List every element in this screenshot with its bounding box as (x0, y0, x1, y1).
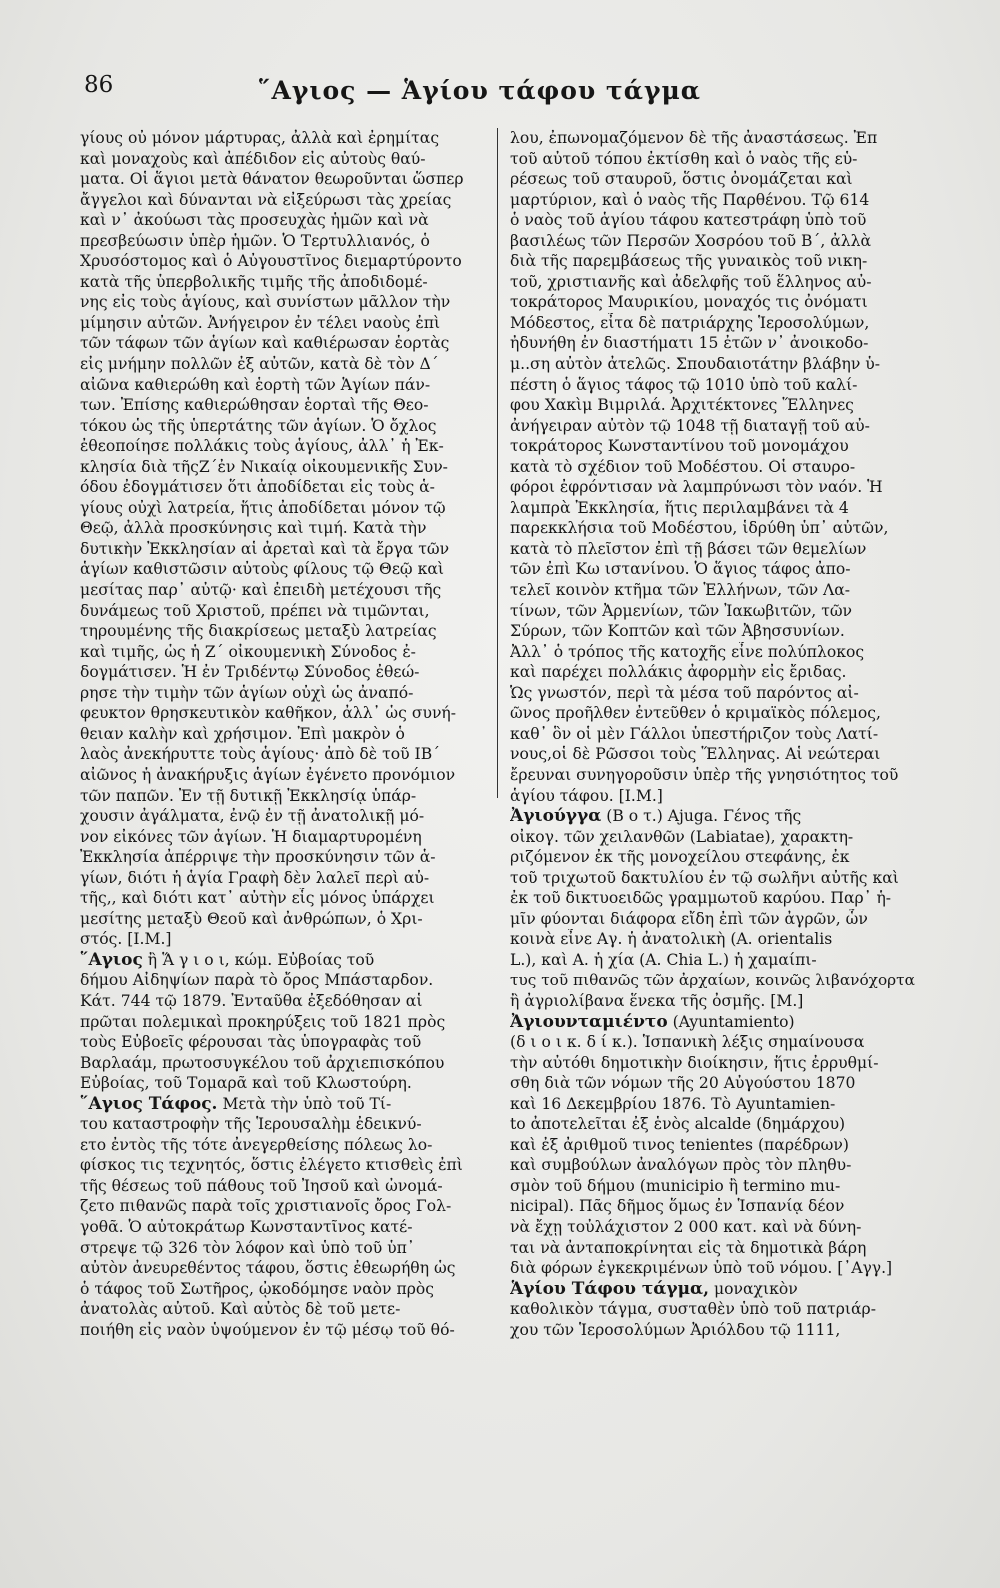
line-text: ρησε τὴν τιμὴν τῶν ἁγίων οὐχὶ ὡς ἀναπό- (80, 683, 414, 702)
line-text: Κάτ. 744 τῷ 1879. Ἐνταῦθα ἐξεδόθησαν αἱ (80, 991, 423, 1010)
text-line (80, 1053, 485, 1074)
line-text: (δ ι ο ι κ. δ ί κ.). Ἱσπανικὴ λέξις σημαίνουσα (510, 1033, 865, 1052)
line-text: γοθᾶ. Ὁ αὐτοκράτωρ Κωνσταντῖνος κατέ- (80, 1217, 413, 1236)
line-text: φόροι ἐφρόντισαν νὰ λαμπρύνωσι τὸν ναόν. Ἡ (510, 478, 883, 497)
line-text: ἄγγελοι καὶ δύνανται νὰ εἰξεύρωσι τὰς χρείας (80, 190, 452, 209)
text-line (80, 888, 485, 909)
line-text: ὁ τάφος τοῦ Σωτῆρος, ᾠκοδόμησε ναὸν πρὸς (80, 1279, 435, 1298)
line-text: καὶ συμβούλων ἀναλόγων πρὸς τὸν πληθυ- (510, 1156, 852, 1175)
line-text: λαμπρὰ Ἐκκλησία, ἥτις περιλαμβάνει τὰ 4 (510, 498, 849, 517)
line-text: δογμάτισεν. Ἡ ἐν Τριδέντῳ Σύνοδος ἐθεώ- (80, 663, 420, 682)
line-text: λαὸς ἀνεκήρυττε τοὺς ἁγίους· ἀπὸ δὲ τοῦ ΙΒ´ (80, 745, 440, 764)
line-text: μεσίτας παρ᾿ αὐτῷ· καὶ ἐπειδὴ μετέχουσι τῆς (80, 581, 442, 600)
line-text: κοινὰ εἶνε Αγ. ἡ ἀνατολικὴ (A. orientalis (510, 930, 833, 949)
line-text: τῶν ἐπὶ Κω ιστανίνου. Ὁ ἅγιος τάφος ἀπο- (510, 560, 851, 579)
text-line (80, 1279, 485, 1300)
line-text: Ἀλλ᾿ ὁ τρόπος τῆς κατοχῆς εἶνε πολύπλοκος (510, 642, 865, 661)
text-line (510, 210, 918, 231)
text-line (80, 662, 485, 683)
line-text: καὶ τιμῆς, ὡς ἡ Ζ´ οἰκουμενικὴ Σύνοδος ἐ- (80, 642, 416, 661)
text-line (510, 292, 918, 313)
text-line (80, 929, 485, 950)
line-text: ἁγίου τάφου. [Ι.Μ.] (510, 786, 663, 805)
text-line (510, 498, 918, 519)
text-line (80, 1258, 485, 1279)
text-line (510, 251, 918, 272)
text-line (80, 231, 485, 252)
line-text: καὶ 16 Δεκεμβρίου 1876. Τὸ Ayuntamien- (510, 1094, 836, 1113)
line-text: χουσιν ἀγάλματα, ἐνῷ ἐν τῇ ἀνατολικῇ μό- (80, 807, 425, 826)
text-line (510, 991, 918, 1012)
text-line (510, 1012, 918, 1033)
text-line (510, 416, 918, 437)
entry-headword: Ἀγιούγγα (510, 806, 602, 827)
text-line (510, 724, 918, 745)
line-text: καὶ ἐξ ἀριθμοῦ τινος tenientes (παρέδρων) (510, 1135, 849, 1154)
entry-headword: Ἀγιουνταμιέντο (510, 1011, 668, 1032)
text-line (80, 539, 485, 560)
text-line (80, 1238, 485, 1259)
line-text: κατὰ τὸ σχέδιον τοῦ Μοδέστου. Οἱ σταυρο- (510, 457, 856, 476)
line-text: νης εἰς τοὺς ἁγίους, καὶ συνίστων μᾶλλον τὴν (80, 293, 451, 312)
line-text: παρεκκλήσια τοῦ Μοδέστου, ἱδρύθη ὑπ᾿ αὐτῶν, (510, 519, 889, 538)
line-text: αἰῶνος ἡ ἀνακήρυξις ἁγίων ἐγένετο προνόμιον (80, 765, 456, 784)
text-line (510, 1135, 918, 1156)
line-text: Ἐκκλησία ἀπέρριψε τὴν προσκύνησιν τῶν ἁ- (80, 848, 436, 867)
text-line (80, 991, 485, 1012)
text-line (80, 559, 485, 580)
line-text: τῆς θέσεως τοῦ πάθους τοῦ Ἰησοῦ καὶ ὠνομά- (80, 1176, 443, 1195)
text-line (510, 786, 918, 807)
text-line (510, 375, 918, 396)
line-text: πέστη ὁ ἅγιος τάφος τῷ 1010 ὑπὸ τοῦ καλί- (510, 375, 858, 394)
line-text: τηρουμένης τῆς διακρίσεως μεταξὺ λατρείας (80, 622, 437, 641)
line-text: τοῦ, χριστιανῆς καὶ ἀδελφῆς τοῦ ἕλληνος αὐ- (510, 272, 872, 291)
line-text: ἐθεοποίησε πολλάκις τοὺς ἁγίους, ἀλλ᾿ ἡ Ἐκ- (80, 437, 444, 456)
line-text: σμὸν τοῦ δήμου (municipio ἢ termino mu- (510, 1176, 841, 1195)
text-line (80, 1135, 485, 1156)
text-line (80, 1012, 485, 1033)
line-text: τὴν αὐτόθι δημοτικὴν διοίκησιν, ἥτις ἐρρυθμί- (510, 1053, 879, 1072)
line-text: γίους οὐχὶ λατρεία, ἥτις ἀποδίδεται μόνον τῷ (80, 498, 446, 517)
text-line (80, 416, 485, 437)
line-text: ῶνος προῆλθεν ἐντεῦθεν ὁ κριμαϊκὸς πόλεμος, (510, 704, 881, 723)
line-text: τῶν τάφων τῶν ἁγίων καὶ καθιέρωσαν ἑορτὰς (80, 334, 450, 353)
line-text: σθη διὰ τῶν νόμων τῆς 20 Αὐγούστου 1870 (510, 1074, 856, 1093)
line-text: ἀνατολὰς αὐτοῦ. Καὶ αὐτὸς δὲ τοῦ μετε- (80, 1300, 401, 1319)
line-text: μ..ση αὐτὸν ἀτελῶς. Σπουδαιοτάτην βλάβην ὑ- (510, 355, 881, 374)
line-text: δυνάμεως τοῦ Χριστοῦ, πρέπει νὰ τιμῶνται, (80, 601, 430, 620)
text-line (510, 601, 918, 622)
text-line (510, 888, 918, 909)
line-text: φευκτον θρησκευτικὸν καθῆκον, ἀλλ᾿ ὡς συνή- (80, 704, 457, 723)
text-line (80, 251, 485, 272)
text-line (510, 539, 918, 560)
line-text: καθολικὸν τάγμα, συσταθὲν ὑπὸ τοῦ πατριάρ- (510, 1300, 876, 1319)
line-text: κατὰ τῆς ὑπερβολικῆς τιμῆς τῆς ἀποδιδομέ- (80, 272, 428, 291)
text-line (80, 765, 485, 786)
text-line (80, 642, 485, 663)
text-line (510, 580, 918, 601)
text-line (80, 395, 485, 416)
text-line (80, 518, 485, 539)
text-line (510, 1094, 918, 1115)
line-text: nicipal). Πᾶς δῆμος ὅμως ἐν Ἱσπανίᾳ δέον (510, 1197, 845, 1216)
line-text: ριζόμενον ἐκ τῆς μονοχείλου στεφάνης, ἐκ (510, 848, 850, 867)
text-line (510, 436, 918, 457)
line-text: Χρυσόστομος καὶ ὁ Αὐγουστῖνος διεμαρτύροντο (80, 252, 462, 271)
text-line (80, 457, 485, 478)
text-line (80, 292, 485, 313)
text-line (80, 1320, 485, 1341)
line-text: L.), καὶ Α. ἡ χία (A. Chia L.) ἡ χαμαίπι- (510, 950, 817, 969)
text-line (510, 1217, 918, 1238)
text-line (510, 313, 918, 334)
text-line (80, 1299, 485, 1320)
line-text: Μόδεστος, εἶτα δὲ πατριάρχης Ἱεροσολύμων, (510, 313, 870, 332)
text-line (510, 231, 918, 252)
text-line (510, 559, 918, 580)
line-text: γίων, διότι ἡ ἁγία Γραφὴ δὲν λαλεῖ περὶ αὐ- (80, 868, 430, 887)
line-text: διὰ φόρων ἐγκεκριμένων ὑπὸ τοῦ νόμου. [᾿Αγγ.] (510, 1259, 893, 1278)
line-text: Μετὰ τὴν ὑπὸ τοῦ Τί- (217, 1094, 392, 1113)
text-line (510, 1053, 918, 1074)
text-line (80, 128, 485, 149)
text-line (80, 1032, 485, 1053)
text-line (510, 621, 918, 642)
entry-headword: ῞Αγιος Τάφος. (80, 1093, 218, 1114)
line-text: ὁ ναὸς τοῦ ἁγίου τάφου κατεστράφη ὑπὸ τοῦ (510, 211, 867, 230)
text-line (510, 970, 918, 991)
text-line (80, 190, 485, 211)
line-text: του καταστροφὴν τῆς Ἱερουσαλὴμ ἐδεικνύ- (80, 1115, 422, 1134)
line-text: κατὰ τὸ πλεῖστον ἐπὶ τῇ βάσει τῶν θεμελίων (510, 539, 867, 558)
text-line (80, 724, 485, 745)
text-line (80, 333, 485, 354)
line-text: ἀνήγειραν αὐτὸν τῷ 1048 τῇ διαταγῇ τοῦ αὐ- (510, 416, 870, 435)
line-text: to ἀποτελεῖται ἐξ ἑνὸς alcalde (δημάρχου) (510, 1115, 846, 1134)
line-text: μοναχικὸν (709, 1279, 798, 1298)
line-text: δυτικὴν Ἐκκλησίαν αἱ ἀρεταὶ καὶ τὰ ἔργα τῶν (80, 539, 450, 558)
line-text: Βαρλαάμ, πρωτοσυγκέλου τοῦ ἀρχιεπισκόπου (80, 1053, 445, 1072)
line-text: τελεῖ κοινὸν κτῆμα τῶν Ἑλλήνων, τῶν Λα- (510, 581, 851, 600)
text-line (80, 950, 485, 971)
text-line (80, 744, 485, 765)
line-text: (Β ο τ.) Ajuga. Γένος τῆς (601, 807, 802, 826)
text-line (510, 1032, 918, 1053)
text-line (510, 128, 918, 149)
text-line (80, 806, 485, 827)
text-line (510, 190, 918, 211)
text-line (80, 786, 485, 807)
text-line (510, 703, 918, 724)
line-text: γίους οὐ μόνον μάρτυρας, ἀλλὰ καὶ ἐρημίτας (80, 129, 440, 147)
text-line (80, 601, 485, 622)
text-line (510, 1238, 918, 1259)
line-text: μαρτύριον, καὶ ὁ ναὸς τῆς Παρθένου. Τῷ 614 (510, 190, 870, 209)
line-text: όδου ἐδογμάτισεν ὅτι ἀποδίδεται εἰς τοὺς ἁ- (80, 478, 435, 497)
line-text: φου Χακὶμ Βιμριλά. Ἀρχιτέκτονες Ἕλληνες (510, 396, 854, 415)
text-line (80, 909, 485, 930)
text-line (80, 1114, 485, 1135)
line-text: ἢ ἀγριολίβανα ἕνεκα τῆς ὀσμῆς. [Μ.] (510, 991, 804, 1010)
line-text: στρεψε τῷ 326 τὸν λόφον καὶ ὑπὸ τοῦ ὑπ᾿ (80, 1238, 415, 1257)
text-line (510, 744, 918, 765)
line-text: Σύρων, τῶν Κοπτῶν καὶ τῶν Ἀβησσυνίων. (510, 622, 845, 641)
right-column (510, 128, 918, 1340)
line-text: δήμου Αἰδηψίων παρὰ τὸ ὄρος Μπάσταρδον. (80, 971, 434, 990)
line-text: νὰ ἔχῃ τοὐλάχιστον 2 000 κατ. καὶ νὰ δύνη- (510, 1217, 862, 1236)
text-line (80, 210, 485, 231)
text-line (80, 1155, 485, 1176)
line-text: αἰῶνα καθιερώθη καὶ ἑορτὴ τῶν Ἁγίων πάν- (80, 375, 431, 394)
line-text: Θεῷ, ἀλλὰ προσκύνησις καὶ τιμή. Κατὰ τὴν (80, 519, 427, 538)
text-line (80, 436, 485, 457)
line-text: τῶν παπῶν. Ἐν τῇ δυτικῇ Ἐκκλησίᾳ ὑπάρ- (80, 786, 417, 805)
text-line (80, 827, 485, 848)
line-text: χου τῶν Ἱεροσολύμων Ἀριόλδου τῷ 1111, (510, 1320, 841, 1339)
text-line (510, 395, 918, 416)
line-text: μῖν φύονται διάφορα εἴδη ἐπὶ τῶν ἀγρῶν, ὧν (510, 909, 868, 928)
text-line (510, 1299, 918, 1320)
text-line (80, 272, 485, 293)
left-column (80, 128, 485, 1340)
line-text: βασιλέως τῶν Περσῶν Χοσρόου τοῦ Β´, ἀλλὰ (510, 231, 872, 250)
text-line (80, 169, 485, 190)
line-text: τοκράτορος Κωνσταντίνου τοῦ μονομάχου (510, 437, 849, 456)
text-line (80, 703, 485, 724)
text-line (510, 950, 918, 971)
text-line (510, 1176, 918, 1197)
line-text: τοῦ τριχωτοῦ δακτυλίου ἐν τῷ σωλῆνι αὐτῆς καὶ (510, 868, 899, 887)
line-text: μίμησιν αὐτῶν. Ἀνήγειρον ἐν τέλει ναοὺς ἐπὶ (80, 313, 441, 332)
line-text: ἁγίων καθιστῶσιν αὐτοὺς φίλους τῷ Θεῷ καὶ (80, 560, 444, 579)
line-text: Εὐβοίας, τοῦ Τομαρᾶ καὶ τοῦ Κλωστούρη. (80, 1074, 412, 1093)
text-line (510, 1320, 918, 1341)
line-text: ἠδυνήθη ἐν διαστήματι 15 ἐτῶν ν᾿ ἀνοικοδο- (510, 334, 869, 353)
text-line (510, 683, 918, 704)
text-line (510, 169, 918, 190)
text-line (510, 806, 918, 827)
line-text: καὶ μοναχοὺς καὶ ἀπέδιδον εἰς αὐτοὺς θαύ- (80, 149, 426, 168)
text-line (510, 477, 918, 498)
line-text: θειαν καλὴν καὶ χρήσιμον. Ἐπὶ μακρὸν ὁ (80, 724, 405, 743)
text-line (510, 847, 918, 868)
line-text: των. Ἐπίσης καθιερώθησαν ἑορταὶ τῆς Θεο- (80, 396, 429, 415)
text-line (510, 765, 918, 786)
line-text: αὐτὸν ἀνευρεθέντος τάφου, ὅστις ἐθεωρήθη ὡς (80, 1259, 456, 1278)
line-text: πρῶται πολεμικαὶ προκηρύξεις τοῦ 1821 πρὸς (80, 1012, 446, 1031)
line-text: ζετο πιθανῶς παρὰ τοῖς χριστιανοῖς ὄρος Γολ- (80, 1197, 452, 1216)
text-line (510, 149, 918, 170)
text-line (80, 354, 485, 375)
text-line (510, 272, 918, 293)
line-text: ἔρευναι συνηγοροῦσιν ὑπὲρ τῆς γνησιότητος τοῦ (510, 765, 899, 784)
text-line (80, 375, 485, 396)
line-text: λου, ἐπωνομαζόμενον δὲ τῆς ἀναστάσεως. Ἐπ (510, 129, 878, 147)
text-line (510, 929, 918, 950)
line-text: οἰκογ. τῶν χειλανθῶν (Labiatae), χαρακτη- (510, 827, 854, 846)
line-text: διὰ τῆς παρεμβάσεως τῆς γυναικὸς τοῦ νικη- (510, 252, 868, 271)
text-line (510, 1196, 918, 1217)
text-line (80, 1217, 485, 1238)
line-text: (Ayuntamiento) (667, 1012, 795, 1031)
text-line (510, 1114, 918, 1135)
text-line (80, 498, 485, 519)
line-text: τοῦ αὐτοῦ τόπου ἐκτίσθη καὶ ὁ ναὸς τῆς εὑ- (510, 149, 858, 168)
line-text: τόκου ὡς τῆς ὑπερτάτης τῶν ἁγίων. Ὁ ὄχλος (80, 416, 437, 435)
line-text: τοὺς Εὐβοεῖς φέρουσαι τὰς ὑπογραφὰς τοῦ (80, 1033, 422, 1052)
text-line (510, 642, 918, 663)
text-line (80, 1094, 485, 1115)
line-text: ἢ Ἅ γ ι ο ι, κώμ. Εὐβοίας τοῦ (142, 950, 375, 969)
text-line (510, 518, 918, 539)
text-line (80, 149, 485, 170)
line-text: ἐκ τοῦ δικτυοειδῶς γραμμωτοῦ καρύου. Παρ᾿ ἡ- (510, 889, 892, 908)
line-text: ται νὰ ἀνταποκρίνηται εἰς τὰ δημοτικὰ βάρη (510, 1238, 867, 1257)
line-text: ματα. Οἱ ἅγιοι μετὰ θάνατον θεωροῦνται ὥσπερ (80, 170, 464, 189)
text-line (80, 868, 485, 889)
text-line (80, 1176, 485, 1197)
line-text: καθ᾿ ὃν οἱ μὲν Γάλλοι ὑπεστήριζον τοὺς Λατί- (510, 724, 879, 743)
line-text: Ὡς γνωστόν, περὶ τὰ μέσα τοῦ παρόντος αἰ- (510, 683, 859, 702)
line-text: μεσίτης μεταξὺ Θεοῦ καὶ ἀνθρώπων, ὁ Χρι- (80, 909, 423, 928)
text-line (80, 683, 485, 704)
entry-headword: ῞Αγιος (80, 949, 143, 970)
text-line (80, 580, 485, 601)
line-text: εἰς μνήμην πολλῶν ἐξ αὐτῶν, κατὰ δὲ τὸν Δ´ (80, 355, 439, 374)
line-text: στός. [Ι.Μ.] (80, 930, 172, 949)
text-line (510, 909, 918, 930)
entry-headword: Ἁγίου Τάφου τάγμα, (510, 1278, 710, 1299)
line-text: τοκράτορος Μαυρικίου, μοναχός τις ὀνόματι (510, 293, 868, 312)
text-line (80, 1196, 485, 1217)
line-text: νους,οἱ δὲ Ρῶσσοι τοὺς Ἕλληνας. Αἱ νεώτεραι (510, 745, 881, 764)
text-line (510, 662, 918, 683)
line-text: κλησία διὰ τῆςΖ´ἐν Νικαίᾳ οἰκουμενικῆς Συν- (80, 457, 448, 476)
line-text: νον εἰκόνες τῶν ἁγίων. Ἡ διαμαρτυρομένη (80, 827, 422, 846)
column-divider (497, 128, 498, 798)
line-text: τίνων, τῶν Ἀρμενίων, τῶν Ἰακωβιτῶν, τῶν (510, 601, 853, 620)
text-line (510, 1155, 918, 1176)
text-line (80, 621, 485, 642)
line-text: ρέσεως τοῦ σταυροῦ, ὅστις ὀνομάζεται καὶ (510, 170, 853, 189)
text-line (510, 1279, 918, 1300)
running-head: ῞Αγιος — Ἁγίου τάφου τάγμα (258, 76, 702, 105)
line-text: τυς τοῦ πιθανῶς τῶν ἀρχαίων, κοινῶς λιβανόχορτα (510, 971, 915, 990)
line-text: πρεσβεύωσιν ὑπὲρ ἡμῶν. Ὁ Τερτυλλιανός, ὁ (80, 231, 430, 250)
line-text: φίσκος τις τεχνητός, ὅστις ἐλέγετο κτισθεὶς ἐπὶ (80, 1156, 463, 1175)
text-line (510, 1258, 918, 1279)
line-text: καὶ ν᾿ ἀκούωσι τὰς προσευχὰς ἡμῶν καὶ νὰ (80, 211, 429, 230)
text-line (80, 477, 485, 498)
text-line (80, 847, 485, 868)
page-number: 86 (84, 72, 114, 98)
text-line (80, 313, 485, 334)
text-line (80, 970, 485, 991)
line-text: ετο ἐντὸς τῆς τότε ἀνεγερθείσης πόλεως λο- (80, 1135, 433, 1154)
text-line (510, 868, 918, 889)
text-line (510, 354, 918, 375)
line-text: ποιήθη εἰς ναὸν ὑψούμενον ἐν τῷ μέσῳ τοῦ θό- (80, 1320, 455, 1339)
text-line (510, 333, 918, 354)
line-text: καὶ παρέχει πολλάκις ἀφορμὴν εἰς ἔριδας. (510, 663, 847, 682)
text-line (510, 827, 918, 848)
text-line (80, 1073, 485, 1094)
text-line (510, 1073, 918, 1094)
text-line (510, 457, 918, 478)
line-text: τῆς,, καὶ διότι κατ᾿ αὐτὴν εἷς μόνος ὑπάρχει (80, 889, 435, 908)
